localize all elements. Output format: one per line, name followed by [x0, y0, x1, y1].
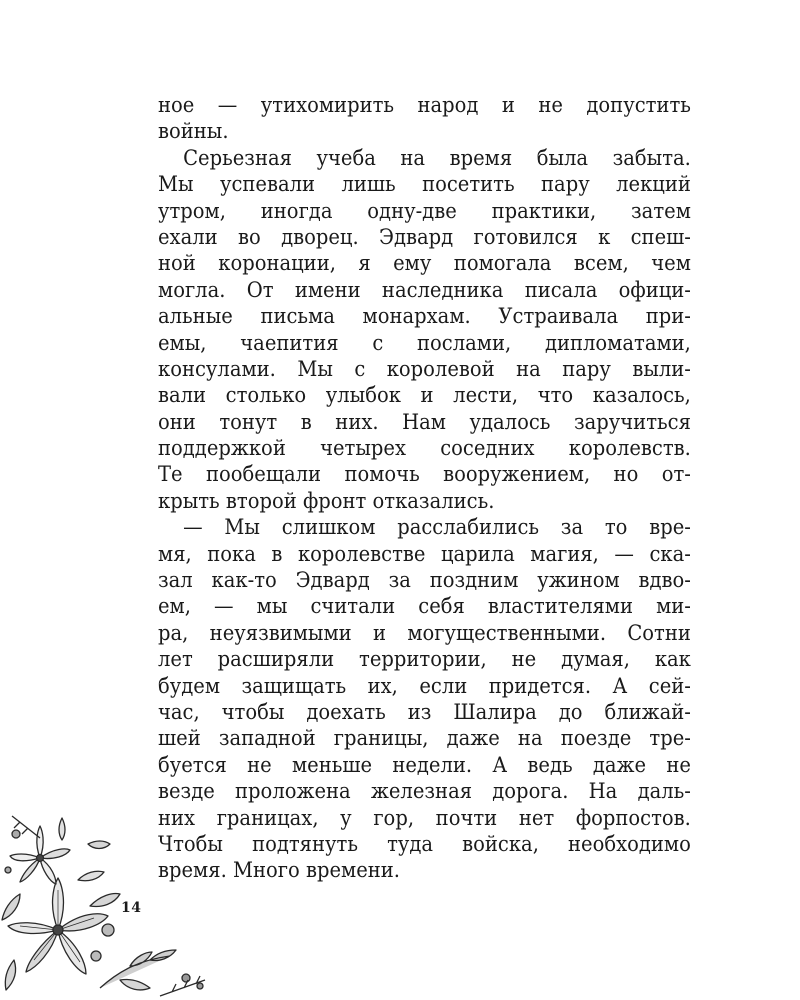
text-line: них границах, у гор, почти нет форпостов. [158, 805, 691, 830]
text-line: Те пообещали помочь вооружением, но от- [158, 462, 691, 487]
text-line: консулами. Мы с королевой на пару выли- [158, 356, 691, 381]
text-line: шей западной границы, даже на поезде тре- [158, 726, 691, 751]
text-line: ехали во дворец. Эдвард готовился к спеш- [158, 224, 691, 249]
text-line: могла. От имени наследника писала офици- [158, 277, 691, 302]
text-line: мя, пока в королевстве царила магия, — ска- [158, 541, 691, 566]
text-line: они тонут в них. Нам удалось заручиться [158, 409, 691, 434]
text-line: Чтобы подтянуть туда войска, необходимо [158, 831, 691, 856]
text-line: Мы успевали лишь посетить пару лекций [158, 172, 691, 197]
text-line: Серьезная учеба на время была забыта. [183, 145, 691, 170]
text-line: буется не меньше недели. А ведь даже не [158, 752, 691, 777]
text-line: время. Много времени. [158, 858, 401, 883]
text-line: ное — утихомирить народ и не допустить [158, 93, 691, 117]
text-line: лет расширяли территории, не думая, как [158, 647, 691, 672]
text-line: будем защищать их, если придется. А сей- [158, 673, 691, 698]
floral-corner-ornament-icon [0, 810, 215, 1000]
page-number: 14 [121, 900, 142, 916]
text-line: ем, — мы считали себя властителями ми- [158, 594, 691, 619]
text-line: крыть второй фронт отказались. [158, 488, 495, 513]
text-line: утром, иногда одну-две практики, затем [158, 198, 691, 223]
text-line: час, чтобы доехать из Шалира до ближай- [158, 699, 691, 724]
text-line: вали столько улыбок и лести, что казалось, [158, 383, 691, 408]
text-line: везде проложена железная дорога. На даль- [158, 779, 691, 804]
text-line: ной коронации, я ему помогала всем, чем [158, 251, 691, 276]
text-line: — Мы слишком расслабились за то вре- [183, 515, 691, 540]
text-line: ра, неуязвимыми и могущественными. Сотни [158, 620, 691, 645]
text-line: емы, чаепития с послами, дипломатами, [158, 330, 691, 355]
text-line: войны. [158, 119, 229, 144]
text-line: зал как-то Эдвард за поздним ужином вдво- [158, 568, 691, 593]
page-body [158, 92, 691, 884]
text-line: альные письма монархам. Устраивала при- [158, 304, 691, 329]
text-line: поддержкой четырех соседних королевств. [158, 436, 691, 461]
